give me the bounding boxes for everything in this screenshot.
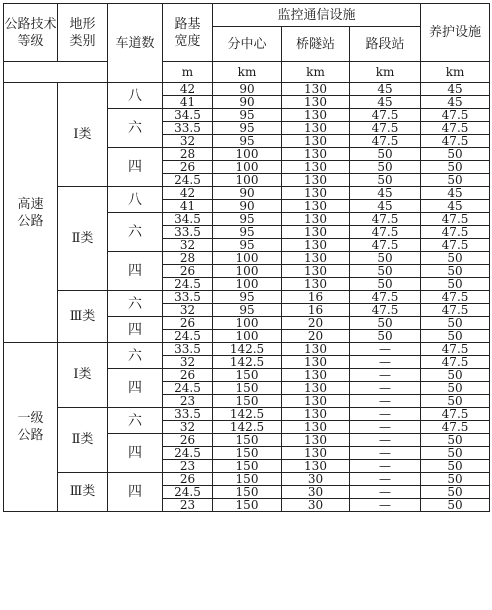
maint-value-cell: 47.5 bbox=[421, 109, 490, 122]
width-value-cell: 41 bbox=[163, 96, 213, 109]
tunnel-value-cell: 130 bbox=[282, 174, 350, 187]
header-sub-center: 分中心 bbox=[213, 27, 282, 62]
tunnel-value-cell: 20 bbox=[282, 317, 350, 330]
maint-value-cell: 47.5 bbox=[421, 135, 490, 148]
tunnel-value-cell: 130 bbox=[282, 356, 350, 369]
station-value-cell: — bbox=[350, 382, 421, 395]
center-value-cell: 100 bbox=[213, 174, 282, 187]
width-value-cell: 41 bbox=[163, 200, 213, 213]
station-value-cell: — bbox=[350, 434, 421, 447]
width-value-cell: 28 bbox=[163, 252, 213, 265]
lane-count-cell: 四 bbox=[108, 434, 163, 473]
center-value-cell: 150 bbox=[213, 382, 282, 395]
maint-value-cell: 47.5 bbox=[421, 408, 490, 421]
width-value-cell: 24.5 bbox=[163, 382, 213, 395]
table-row bbox=[4, 473, 490, 486]
station-value-cell: 47.5 bbox=[350, 239, 421, 252]
maint-value-cell: 50 bbox=[421, 317, 490, 330]
width-value-cell: 32 bbox=[163, 304, 213, 317]
center-value-cell: 150 bbox=[213, 499, 282, 512]
maint-value-cell: 50 bbox=[421, 265, 490, 278]
width-value-cell: 33.5 bbox=[163, 343, 213, 356]
maint-value-cell: 47.5 bbox=[421, 291, 490, 304]
maint-value-cell: 50 bbox=[421, 395, 490, 408]
width-value-cell: 26 bbox=[163, 161, 213, 174]
road-grade-cell: 高速 公路 bbox=[4, 83, 58, 343]
tunnel-value-cell: 130 bbox=[282, 408, 350, 421]
lane-count-cell: 六 bbox=[108, 408, 163, 434]
station-value-cell: — bbox=[350, 486, 421, 499]
header-subgrade-width: 路基 宽度 bbox=[163, 4, 213, 62]
tunnel-value-cell: 130 bbox=[282, 239, 350, 252]
center-value-cell: 90 bbox=[213, 83, 282, 96]
station-value-cell: 50 bbox=[350, 148, 421, 161]
station-value-cell: — bbox=[350, 369, 421, 382]
maint-value-cell: 50 bbox=[421, 486, 490, 499]
maint-value-cell: 50 bbox=[421, 252, 490, 265]
maint-value-cell: 50 bbox=[421, 369, 490, 382]
center-value-cell: 95 bbox=[213, 109, 282, 122]
station-value-cell: 47.5 bbox=[350, 213, 421, 226]
lane-count-cell: 四 bbox=[108, 317, 163, 343]
terrain-class-cell: Ⅰ类 bbox=[58, 83, 108, 187]
station-value-cell: 50 bbox=[350, 174, 421, 187]
tunnel-value-cell: 30 bbox=[282, 499, 350, 512]
width-value-cell: 24.5 bbox=[163, 278, 213, 291]
tunnel-value-cell: 130 bbox=[282, 343, 350, 356]
width-value-cell: 34.5 bbox=[163, 213, 213, 226]
width-value-cell: 33.5 bbox=[163, 408, 213, 421]
tunnel-value-cell: 130 bbox=[282, 395, 350, 408]
unit-width: m bbox=[163, 62, 213, 83]
station-value-cell: 45 bbox=[350, 200, 421, 213]
center-value-cell: 100 bbox=[213, 161, 282, 174]
station-value-cell: — bbox=[350, 343, 421, 356]
tunnel-value-cell: 130 bbox=[282, 382, 350, 395]
width-value-cell: 33.5 bbox=[163, 291, 213, 304]
terrain-class-cell: Ⅱ类 bbox=[58, 187, 108, 291]
maint-value-cell: 47.5 bbox=[421, 421, 490, 434]
station-value-cell: 50 bbox=[350, 265, 421, 278]
center-value-cell: 95 bbox=[213, 304, 282, 317]
center-value-cell: 100 bbox=[213, 252, 282, 265]
road-grade-cell: 一级 公路 bbox=[4, 343, 58, 512]
width-value-cell: 32 bbox=[163, 421, 213, 434]
center-value-cell: 90 bbox=[213, 187, 282, 200]
maint-value-cell: 47.5 bbox=[421, 343, 490, 356]
tunnel-value-cell: 130 bbox=[282, 187, 350, 200]
width-value-cell: 24.5 bbox=[163, 486, 213, 499]
header-maintenance: 养护设施 bbox=[421, 4, 490, 62]
table-row bbox=[4, 83, 490, 96]
tunnel-value-cell: 130 bbox=[282, 83, 350, 96]
tunnel-value-cell: 130 bbox=[282, 434, 350, 447]
tunnel-value-cell: 130 bbox=[282, 252, 350, 265]
station-value-cell: — bbox=[350, 460, 421, 473]
width-value-cell: 33.5 bbox=[163, 122, 213, 135]
tunnel-value-cell: 130 bbox=[282, 278, 350, 291]
terrain-class-cell: Ⅲ类 bbox=[58, 291, 108, 343]
table-row bbox=[4, 408, 490, 421]
table-row bbox=[4, 187, 490, 200]
center-value-cell: 142.5 bbox=[213, 343, 282, 356]
center-value-cell: 100 bbox=[213, 317, 282, 330]
maint-value-cell: 50 bbox=[421, 434, 490, 447]
width-value-cell: 26 bbox=[163, 473, 213, 486]
station-value-cell: 47.5 bbox=[350, 135, 421, 148]
station-value-cell: 45 bbox=[350, 187, 421, 200]
tunnel-value-cell: 130 bbox=[282, 265, 350, 278]
terrain-class-cell: Ⅲ类 bbox=[58, 473, 108, 512]
station-value-cell: 45 bbox=[350, 96, 421, 109]
width-value-cell: 24.5 bbox=[163, 330, 213, 343]
maint-value-cell: 47.5 bbox=[421, 213, 490, 226]
width-value-cell: 26 bbox=[163, 265, 213, 278]
tunnel-value-cell: 16 bbox=[282, 304, 350, 317]
width-value-cell: 23 bbox=[163, 460, 213, 473]
maint-value-cell: 50 bbox=[421, 473, 490, 486]
header-lane-count: 车道数 bbox=[108, 4, 163, 83]
tunnel-value-cell: 130 bbox=[282, 148, 350, 161]
table-body bbox=[4, 83, 490, 512]
header-road-grade: 公路技术 等级 bbox=[4, 4, 58, 62]
center-value-cell: 95 bbox=[213, 239, 282, 252]
tunnel-value-cell: 20 bbox=[282, 330, 350, 343]
tunnel-value-cell: 130 bbox=[282, 161, 350, 174]
maint-value-cell: 47.5 bbox=[421, 304, 490, 317]
unit-center: km bbox=[213, 62, 282, 83]
station-value-cell: — bbox=[350, 395, 421, 408]
center-value-cell: 150 bbox=[213, 369, 282, 382]
lane-count-cell: 六 bbox=[108, 213, 163, 252]
center-value-cell: 150 bbox=[213, 486, 282, 499]
width-value-cell: 23 bbox=[163, 395, 213, 408]
station-value-cell: 50 bbox=[350, 161, 421, 174]
station-value-cell: 50 bbox=[350, 252, 421, 265]
unit-maint: km bbox=[421, 62, 490, 83]
unit-station: km bbox=[350, 62, 421, 83]
unit-tunnel: km bbox=[282, 62, 350, 83]
maint-value-cell: 50 bbox=[421, 382, 490, 395]
center-value-cell: 95 bbox=[213, 291, 282, 304]
width-value-cell: 32 bbox=[163, 356, 213, 369]
station-value-cell: 47.5 bbox=[350, 304, 421, 317]
center-value-cell: 150 bbox=[213, 473, 282, 486]
header-bridge-tunnel-station: 桥隧站 bbox=[282, 27, 350, 62]
center-value-cell: 95 bbox=[213, 226, 282, 239]
lane-count-cell: 八 bbox=[108, 187, 163, 213]
tunnel-value-cell: 130 bbox=[282, 213, 350, 226]
header-unit-spacer bbox=[4, 62, 108, 83]
center-value-cell: 95 bbox=[213, 135, 282, 148]
maint-value-cell: 50 bbox=[421, 499, 490, 512]
station-value-cell: 47.5 bbox=[350, 291, 421, 304]
lane-count-cell: 四 bbox=[108, 148, 163, 187]
maint-value-cell: 50 bbox=[421, 447, 490, 460]
tunnel-value-cell: 130 bbox=[282, 460, 350, 473]
maint-value-cell: 50 bbox=[421, 278, 490, 291]
terrain-class-cell: Ⅰ类 bbox=[58, 343, 108, 408]
lane-count-cell: 四 bbox=[108, 252, 163, 291]
maint-value-cell: 47.5 bbox=[421, 122, 490, 135]
center-value-cell: 150 bbox=[213, 395, 282, 408]
maint-value-cell: 47.5 bbox=[421, 356, 490, 369]
center-value-cell: 95 bbox=[213, 122, 282, 135]
terrain-class-cell: Ⅱ类 bbox=[58, 408, 108, 473]
maint-value-cell: 45 bbox=[421, 187, 490, 200]
center-value-cell: 150 bbox=[213, 434, 282, 447]
center-value-cell: 142.5 bbox=[213, 356, 282, 369]
center-value-cell: 90 bbox=[213, 96, 282, 109]
maint-value-cell: 50 bbox=[421, 330, 490, 343]
width-value-cell: 26 bbox=[163, 434, 213, 447]
maint-value-cell: 47.5 bbox=[421, 226, 490, 239]
tunnel-value-cell: 130 bbox=[282, 226, 350, 239]
header-section-station: 路段站 bbox=[350, 27, 421, 62]
center-value-cell: 142.5 bbox=[213, 408, 282, 421]
maint-value-cell: 50 bbox=[421, 460, 490, 473]
width-value-cell: 42 bbox=[163, 187, 213, 200]
table-row bbox=[4, 291, 490, 304]
width-value-cell: 34.5 bbox=[163, 109, 213, 122]
maint-value-cell: 45 bbox=[421, 96, 490, 109]
width-value-cell: 23 bbox=[163, 499, 213, 512]
facility-spacing-table bbox=[3, 3, 490, 512]
station-value-cell: 50 bbox=[350, 317, 421, 330]
lane-count-cell: 四 bbox=[108, 369, 163, 408]
maint-value-cell: 50 bbox=[421, 174, 490, 187]
center-value-cell: 150 bbox=[213, 447, 282, 460]
station-value-cell: — bbox=[350, 356, 421, 369]
maint-value-cell: 45 bbox=[421, 200, 490, 213]
maint-value-cell: 50 bbox=[421, 148, 490, 161]
station-value-cell: 45 bbox=[350, 83, 421, 96]
station-value-cell: 50 bbox=[350, 278, 421, 291]
lane-count-cell: 六 bbox=[108, 343, 163, 369]
tunnel-value-cell: 130 bbox=[282, 109, 350, 122]
width-value-cell: 33.5 bbox=[163, 226, 213, 239]
tunnel-value-cell: 130 bbox=[282, 447, 350, 460]
station-value-cell: 47.5 bbox=[350, 109, 421, 122]
tunnel-value-cell: 130 bbox=[282, 369, 350, 382]
center-value-cell: 150 bbox=[213, 460, 282, 473]
tunnel-value-cell: 130 bbox=[282, 421, 350, 434]
station-value-cell: 47.5 bbox=[350, 226, 421, 239]
center-value-cell: 142.5 bbox=[213, 421, 282, 434]
header-monitoring-communication: 监控通信设施 bbox=[213, 4, 421, 27]
tunnel-value-cell: 130 bbox=[282, 200, 350, 213]
station-value-cell: 47.5 bbox=[350, 122, 421, 135]
width-value-cell: 32 bbox=[163, 239, 213, 252]
center-value-cell: 100 bbox=[213, 265, 282, 278]
station-value-cell: — bbox=[350, 408, 421, 421]
station-value-cell: — bbox=[350, 499, 421, 512]
tunnel-value-cell: 130 bbox=[282, 96, 350, 109]
center-value-cell: 95 bbox=[213, 213, 282, 226]
station-value-cell: — bbox=[350, 421, 421, 434]
lane-count-cell: 八 bbox=[108, 83, 163, 109]
tunnel-value-cell: 130 bbox=[282, 122, 350, 135]
center-value-cell: 100 bbox=[213, 148, 282, 161]
lane-count-cell: 六 bbox=[108, 109, 163, 148]
station-value-cell: 50 bbox=[350, 330, 421, 343]
width-value-cell: 42 bbox=[163, 83, 213, 96]
header-terrain-class: 地形 类别 bbox=[58, 4, 108, 62]
tunnel-value-cell: 16 bbox=[282, 291, 350, 304]
station-value-cell: — bbox=[350, 447, 421, 460]
width-value-cell: 26 bbox=[163, 317, 213, 330]
tunnel-value-cell: 130 bbox=[282, 135, 350, 148]
lane-count-cell: 六 bbox=[108, 291, 163, 317]
maint-value-cell: 45 bbox=[421, 83, 490, 96]
width-value-cell: 32 bbox=[163, 135, 213, 148]
maint-value-cell: 50 bbox=[421, 161, 490, 174]
center-value-cell: 100 bbox=[213, 278, 282, 291]
width-value-cell: 26 bbox=[163, 369, 213, 382]
width-value-cell: 24.5 bbox=[163, 447, 213, 460]
tunnel-value-cell: 30 bbox=[282, 486, 350, 499]
tunnel-value-cell: 30 bbox=[282, 473, 350, 486]
lane-count-cell: 四 bbox=[108, 473, 163, 512]
station-value-cell: — bbox=[350, 473, 421, 486]
maint-value-cell: 47.5 bbox=[421, 239, 490, 252]
center-value-cell: 100 bbox=[213, 330, 282, 343]
width-value-cell: 28 bbox=[163, 148, 213, 161]
table-row bbox=[4, 343, 490, 356]
center-value-cell: 90 bbox=[213, 200, 282, 213]
width-value-cell: 24.5 bbox=[163, 174, 213, 187]
